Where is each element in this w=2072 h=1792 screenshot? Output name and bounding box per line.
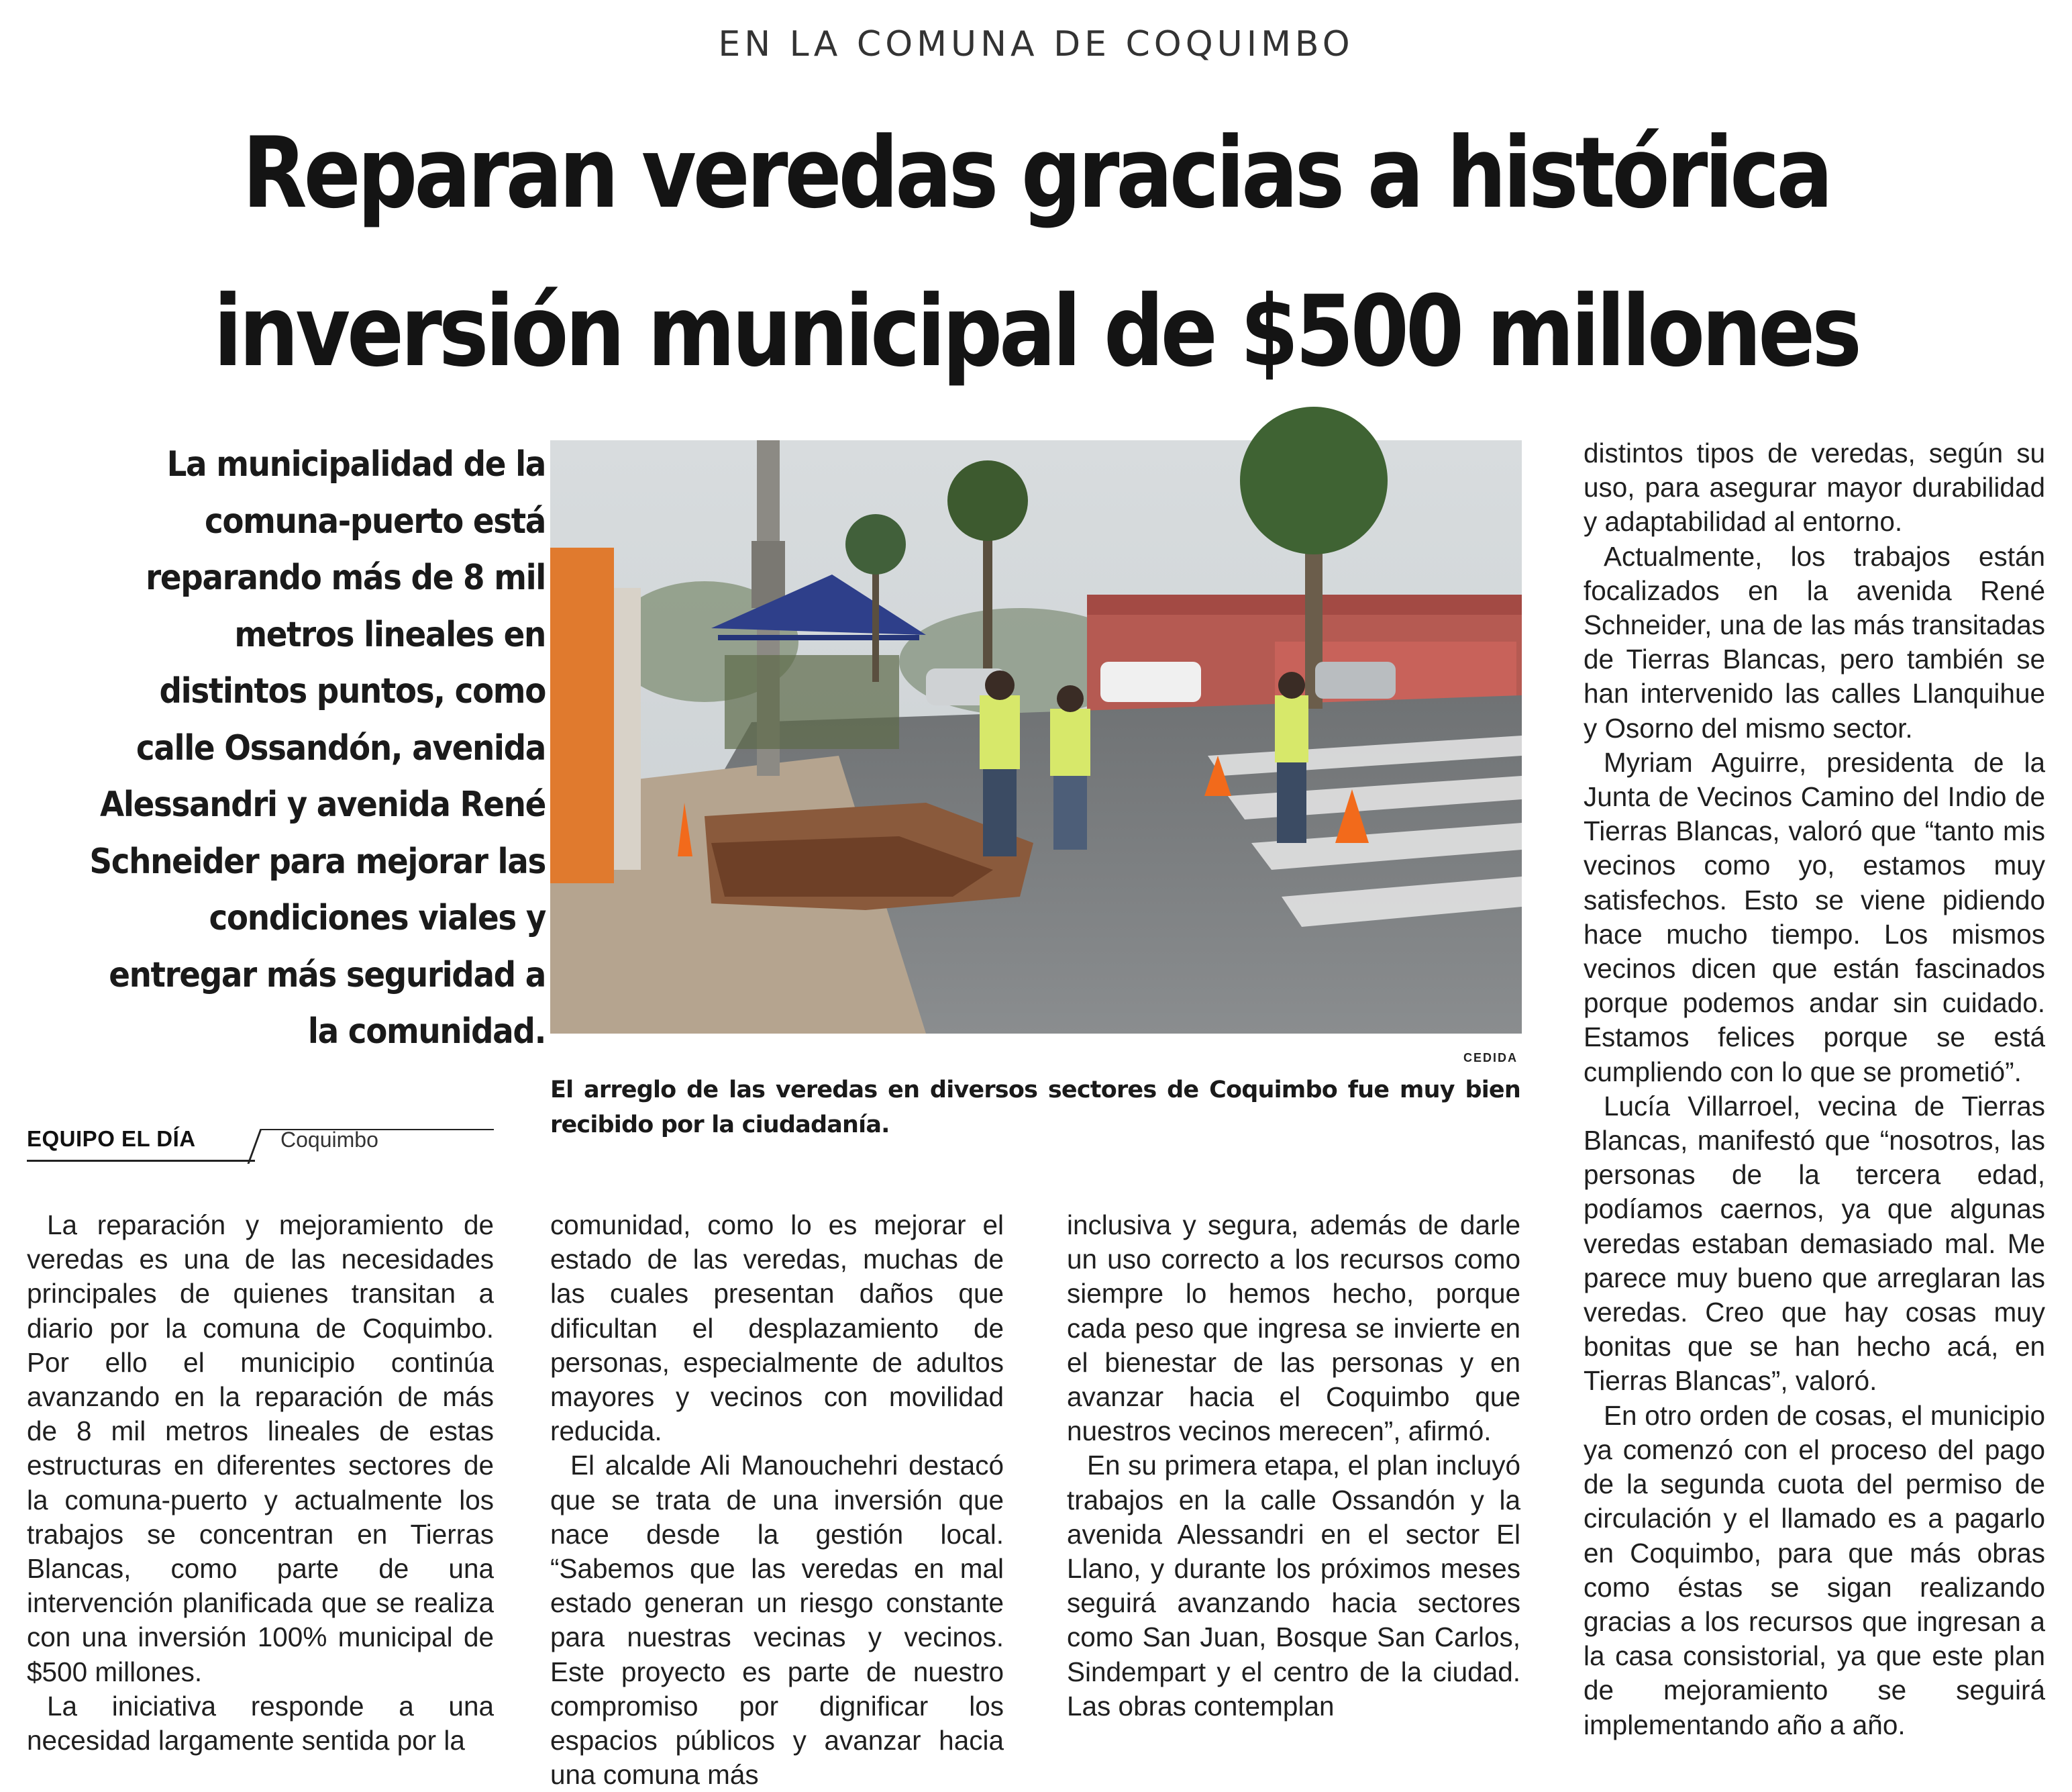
- street-repair-photo: [550, 440, 1522, 1034]
- body-column-1: [27, 1208, 494, 1758]
- body-column-4: [1584, 436, 2045, 1742]
- byline-divider: [248, 1129, 262, 1164]
- headline-line-1: Reparan veredas gracias a histórica: [242, 116, 1830, 230]
- byline-place: Coquimbo: [280, 1128, 378, 1152]
- body-paragraph: Lucía Villarroel, vecina de Tierras Blancas, manifestó que “nosotros, las personas de la tercera edad, podíamos caernos, ya que algunas veredas estaban demasiado mal. Me parece muy bueno que arreglaran las veredas. Creo que hay cosas muy bonitas que se han hecho acá, en Tierras Blancas”, valoró.: [1584, 1090, 2045, 1397]
- article-photo: [550, 440, 1522, 1034]
- body-paragraph: Actualmente, los trabajos están focalizados en la avenida René Schneider, una de las más transitadas de Tierras Blancas, pero también se han intervenido las calles Llanquihue y Osorno del mismo sector.: [1584, 540, 2045, 744]
- section-kicker: EN LA COMUNA DE COQUIMBO: [718, 24, 1354, 64]
- byline: [27, 1119, 494, 1161]
- body-column-3: [1067, 1208, 1520, 1724]
- body-paragraph: comunidad, como lo es mejorar el estado de las veredas, muchas de las cuales presentan daños que dificultan el desplazamiento de personas, especialmente de adultos mayores y vecinos con movilidad reducida.: [550, 1209, 1004, 1447]
- body-column-2: [550, 1208, 1004, 1792]
- body-paragraph: Myriam Aguirre, presidenta de la Junta de Vecinos Camino del Indio de Tierras Blancas, valoró que “tanto mis vecinos como yo, estamos muy satisfechos. Esto se viene pidiendo hace mucho tiempo. Los mismos vecinos dicen que están fascinados porque podemos andar sin cuidado. Estamos felices porque se está cumpliendo con lo que se prometió”.: [1584, 746, 2045, 1087]
- body-paragraph: distintos tipos de veredas, según su uso, para asegurar mayor durabilidad y adaptabilidad al entorno.: [1584, 438, 2045, 538]
- body-paragraph: El alcalde Ali Manouchehri destacó que se trata de una inversión que nace desde la gestión local. “Sabemos que las veredas en mal estado generan un riesgo constante para nuestras vecinas y vecinos. Este proyecto es parte de nuestro compromiso por dignificar los espacios públicos y avanzar hacia una comuna más: [550, 1450, 1004, 1791]
- body-paragraph: En otro orden de cosas, el municipio ya comenzó con el proceso del pago de la segunda cuota del permiso de circulación y el llamado es a pagarlo en Coquimbo, para que más obras como éstas se sigan realizando gracias a los recursos que ingresan a la casa consistorial, ya que este plan de mejoramiento se seguirá implementando año a año.: [1584, 1399, 2045, 1740]
- byline-underline: [27, 1160, 255, 1162]
- headline: [180, 94, 1892, 411]
- headline-line-2: inversión municipal de $500 millones: [213, 275, 1859, 389]
- photo-caption: El arreglo de las veredas en diversos sectores de Coquimbo fue muy bien recibido por la ciudadanía.: [550, 1077, 1520, 1138]
- body-paragraph: En su primera etapa, el plan incluyó trabajos en la calle Ossandón y la avenida Alessandri en el sector El Llano, y durante los próximos meses seguirá avanzando hacia sectores como San Juan, Bosque San Carlos, Sindempart y el centro de la ciudad. Las obras contemplan: [1067, 1450, 1520, 1722]
- lead-paragraph: [27, 436, 546, 1060]
- body-paragraph: La iniciativa responde a una necesidad largamente sentida por la: [27, 1690, 494, 1756]
- photo-credit: CEDIDA: [1463, 1051, 1518, 1064]
- body-paragraph: La reparación y mejoramiento de veredas es una de las necesidades principales de quienes transitan a diario por la comuna de Coquimbo. Por ello el municipio continúa avanzando en la reparación de más de 8 mil metros lineales de estas estructuras en diferentes sectores de la comuna-puerto y actualmente los trabajos se concentran en Tierras Blancas, como parte de una intervención planificada que se realiza con una inversión 100% municipal de $500 millones.: [27, 1209, 494, 1687]
- body-paragraph: inclusiva y segura, además de darle un uso correcto a los recursos como siempre lo hemos hecho, porque cada peso que ingresa se invierte en el bienestar de las personas y en avanzar hacia el Coquimbo que nuestros vecinos merecen”, afirmó.: [1067, 1209, 1520, 1447]
- byline-team: EQUIPO EL DÍA: [27, 1126, 196, 1151]
- lead-text: La municipalidad de la comuna-puerto está reparando más de 8 mil metros lineales en distintos puntos, como calle Ossandón, avenida Alessandri y avenida René Schneider para mejorar las condiciones viales y entregar más seguridad a la comunidad.: [89, 444, 546, 1052]
